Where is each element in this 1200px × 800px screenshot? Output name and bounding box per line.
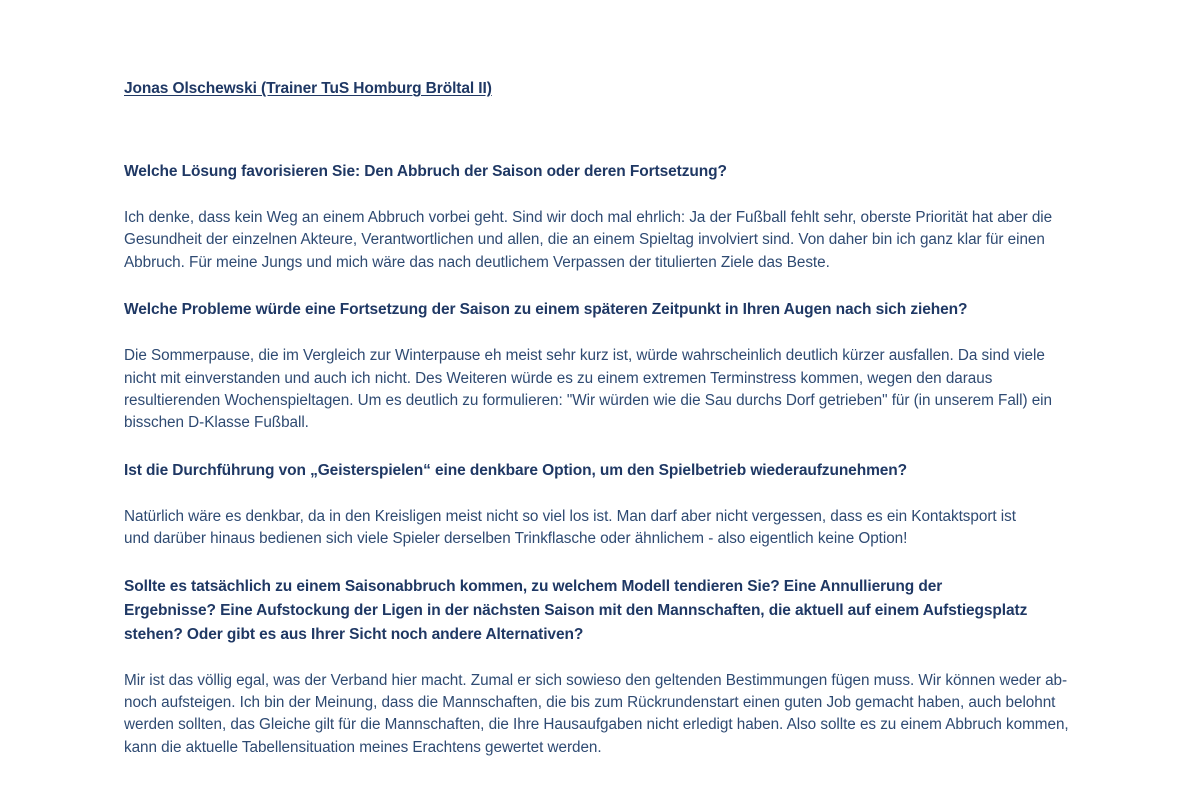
qa-block-4 xyxy=(124,575,1080,760)
question-heading-3: Ist die Durchführung von „Geisterspielen“ eine denkbare Option, um den Spielbetrieb wiederaufzunehmen? xyxy=(124,461,908,479)
document-title-row xyxy=(124,78,1080,130)
qa-block-2 xyxy=(124,298,1080,435)
question-heading-4: Sollte es tatsächlich zu einem Saisonabbruch kommen, zu welchem Modell tendieren Sie? Eine Annullierung der Ergebnisse? Eine Aufstockung der Ligen in der nächsten Saison mit den Mannschaften, die aktuell auf einem Aufstiegsplatz stehen? Oder gibt es aus Ihrer Sicht noch andere Alternativen? xyxy=(124,577,1028,643)
answer-text-2: Die Sommerpause, die im Vergleich zur Winterpause eh meist sehr kurz ist, würde wahrscheinlich deutlich kürzer ausfallen. Da sind viele nicht mit einverstanden und auch ich nicht. Des Weiteren würde es zu einem extremen Terminstress kommen, wegen den daraus resultierenden Wochenspieltagen. Um es deutlich zu formulieren: "Wir würden wie die Sau durchs Dorf getrieben" für (in unserem Fall) ein bisschen D-Klasse Fußball. xyxy=(124,347,1052,432)
answer-text-1: Ich denke, dass kein Weg an einem Abbruch vorbei geht. Sind wir doch mal ehrlich: Ja der Fußball fehlt sehr, oberste Priorität hat aber die Gesundheit der einzelnen Akteure, Verantwortlichen und allen, die an einem Spieltag involviert sind. Von daher bin ich ganz klar für einen Abbruch. Für meine Jungs und mich wäre das nach deutlichem Verpassen der titulierten Ziele das Beste. xyxy=(124,209,1053,271)
question-heading-2: Welche Probleme würde eine Fortsetzung der Saison zu einem späteren Zeitpunkt in Ihren Augen nach sich ziehen? xyxy=(124,301,968,319)
question-heading-1: Welche Lösung favorisieren Sie: Den Abbruch der Saison oder deren Fortsetzung? xyxy=(124,163,727,180)
answer-text-4: Mir ist das völlig egal, was der Verband hier macht. Zumal er sich sowieso den geltenden Bestimmungen fügen muss. Wir können weder ab- noch aufsteigen. Ich bin der Meinung, dass die Mannschaften, die bis zum Rückrundenstart einen guten Job gemacht haben, auch belohnt werden sollten, das Gleiche gilt für die Mannschaften, die Ihre Hausaufgaben nicht erledigt haben. Also sollte es zu einem Abbruch kommen, kann die aktuelle Tabellensituation meines Erachtens gewertet werden. xyxy=(124,671,1069,756)
page-title: Jonas Olschewski (Trainer TuS Homburg Bröltal II) xyxy=(124,80,492,97)
answer-text-3: Natürlich wäre es denkbar, da in den Kreisligen meist nicht so viel los ist. Man darf aber nicht vergessen, dass es ein Kontaktsport ist und darüber hinaus bedienen sich viele Spieler derselben Trinkflasche oder ähnlichem - also eigentlich keine Option! xyxy=(124,507,1016,548)
qa-block-1 xyxy=(124,160,1080,274)
qa-block-3 xyxy=(124,459,1080,551)
